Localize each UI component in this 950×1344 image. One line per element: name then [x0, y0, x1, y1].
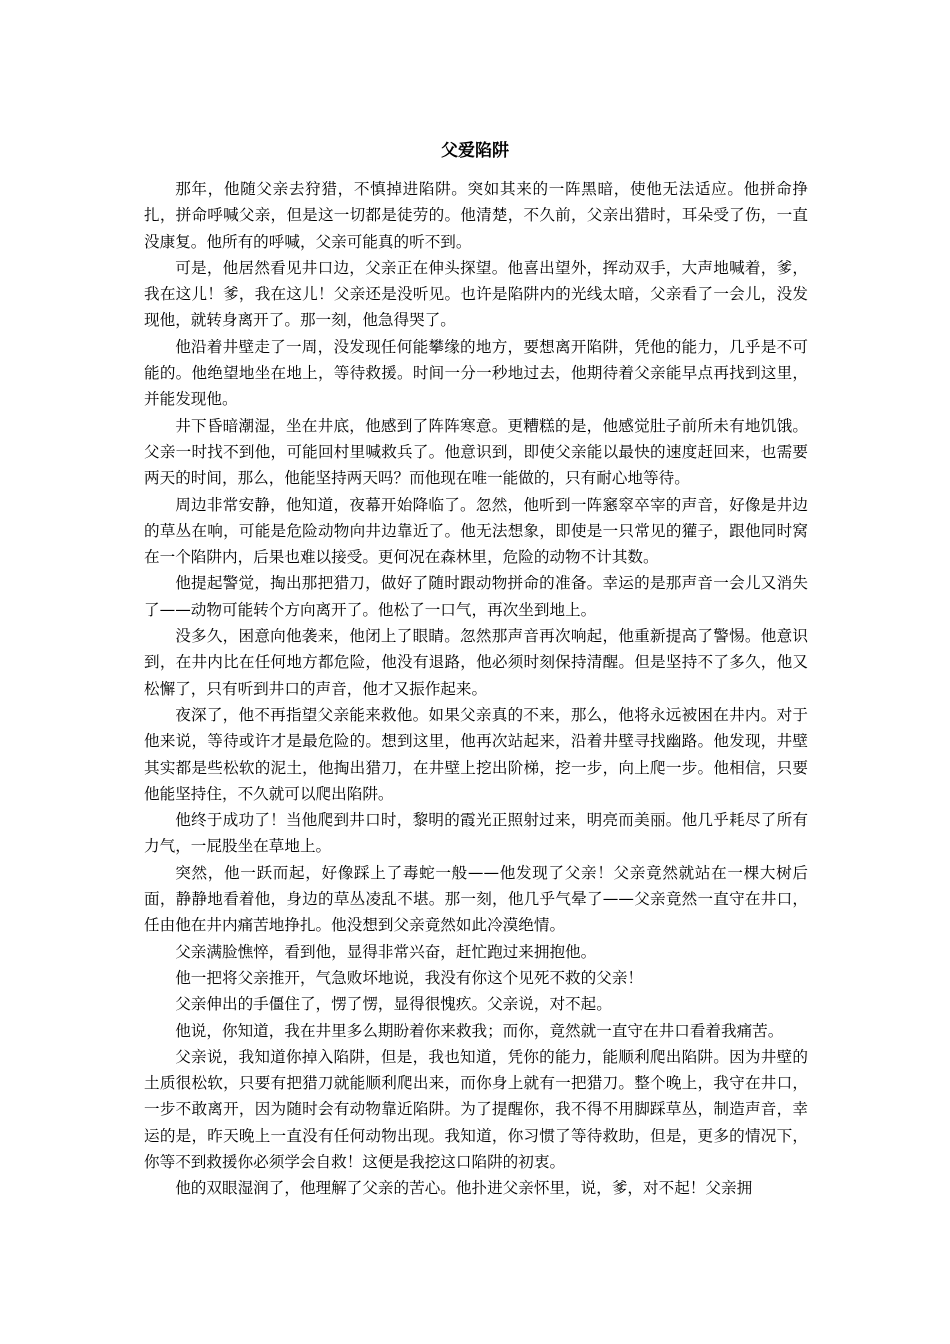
- paragraph-6: 他提起警觉，掏出那把猎刀，做好了随时跟动物拼命的准备。幸运的是那声音一会儿又消失了——动物可能转个方向离开了。他松了一口气，再次坐到地上。: [144, 574, 808, 619]
- paragraph-9: 他终于成功了！当他爬到井口时，黎明的霞光正照射过来，明亮而美丽。他几乎耗尽了所有力气，一屁股坐在草地上。: [144, 811, 808, 856]
- paragraph-2: 可是，他居然看见井口边，父亲正在伸头探望。他喜出望外，挥动双手，大声地喊着，爹，我在这儿！爹，我在这儿！父亲还是没听见。也许是陷阱内的光线太暗，父亲看了一会儿，没发现他，就转身离开了。那一刻，他急得哭了。: [144, 258, 808, 330]
- document-body: [144, 176, 808, 1202]
- document-title: 父爱陷阱: [441, 141, 509, 161]
- paragraph-13: 父亲伸出的手僵住了，愣了愣，显得很愧疚。父亲说，对不起。: [175, 995, 612, 1014]
- paragraph-3: 他沿着井壁走了一周，没发现任何能攀缘的地方，要想离开陷阱，凭他的能力，几乎是不可能的。他绝望地坐在地上，等待救援。时间一分一秒地过去，他期待着父亲能早点再找到这里，并能发现他。: [144, 337, 808, 409]
- paragraph-12: 他一把将父亲推开，气急败坏地说，我没有你这个见死不救的父亲！: [175, 968, 644, 987]
- paragraph-8: 夜深了，他不再指望父亲能来救他。如果父亲真的不来，那么，他将永远被困在井内。对于他来说，等待或许才是最危险的。想到这里，他再次站起来，沿着井壁寻找幽路。他发现，井壁其实都是些松软的泥土，他掏出猎刀，在井壁上挖出阶梯，挖一步，向上爬一步。他相信，只要他能坚持住，不久就可以爬出陷阱。: [144, 705, 808, 803]
- paragraph-5: 周边非常安静，他知道，夜幕开始降临了。忽然，他听到一阵窸窣卒宰的声音，好像是井边的草丛在响，可能是危险动物向井边靠近了。他无法想象，即使是一只常见的獾子，跟他同时窝在一个陷阱内，后果也难以接受。更何况在森林里，危险的动物不计其数。: [144, 495, 808, 567]
- paragraph-4: 井下昏暗潮湿，坐在井底，他感到了阵阵寒意。更糟糕的是，他感觉肚子前所未有地饥饿。父亲一时找不到他，可能回村里喊救兵了。他意识到，即使父亲能以最快的速度赶回来，也需要两天的时间，那么，他能坚持两天吗？而他现在唯一能做的，只有耐心地等待。: [144, 416, 808, 488]
- paragraph-16: 他的双眼湿润了，他理解了父亲的苦心。他扑进父亲怀里，说，爹，对不起！父亲拥: [175, 1179, 753, 1198]
- paragraph-15: 父亲说，我知道你掉入陷阱，但是，我也知道，凭你的能力，能顺利爬出陷阱。因为井壁的土质很松软，只要有把猎刀就能顺利爬出来，而你身上就有一把猎刀。整个晚上，我守在井口，一步不敢离开，因为随时会有动物靠近陷阱。为了提醒你，我不得不用脚踩草丛，制造声音，幸运的是，昨天晚上一直没有任何动物出现。我知道，你习惯了等待救助，但是，更多的情况下，你等不到救援你必须学会自救！这便是我挖这口陷阱的初衷。: [144, 1047, 808, 1171]
- paragraph-1: 那年，他随父亲去狩猎，不慎掉进陷阱。突如其来的一阵黑暗，使他无法适应。他拼命挣扎，拼命呼喊父亲，但是这一切都是徒劳的。他清楚，不久前，父亲出猎时，耳朵受了伤，一直没康复。他所有的呼喊，父亲可能真的听不到。: [144, 180, 808, 251]
- paragraph-7: 没多久，困意向他袭来，他闭上了眼睛。忽然那声音再次响起，他重新提高了警惕。他意识到，在井内比在任何地方都危险，他没有退路，他必须时刻保持清醒。但是坚持不了多久，他又松懈了，只有听到井口的声音，他才又振作起来。: [144, 627, 808, 698]
- paragraph-11: 父亲满脸憔悴，看到他，显得非常兴奋，赶忙跑过来拥抱他。: [175, 942, 597, 961]
- paragraph-10: 突然，他一跃而起，好像踩上了毒蛇一般——他发现了父亲！父亲竟然就站在一棵大树后面，静静地看着他，身边的草丛凌乱不堪。那一刻，他几乎气晕了——父亲竟然一直守在井口，任由他在井内痛苦地挣扎。他没想到父亲竟然如此冷漠绝情。: [144, 863, 808, 935]
- paragraph-14: 他说，你知道，我在井里多么期盼着你来救我；而你，竟然就一直守在井口看着我痛苦。: [175, 1021, 784, 1040]
